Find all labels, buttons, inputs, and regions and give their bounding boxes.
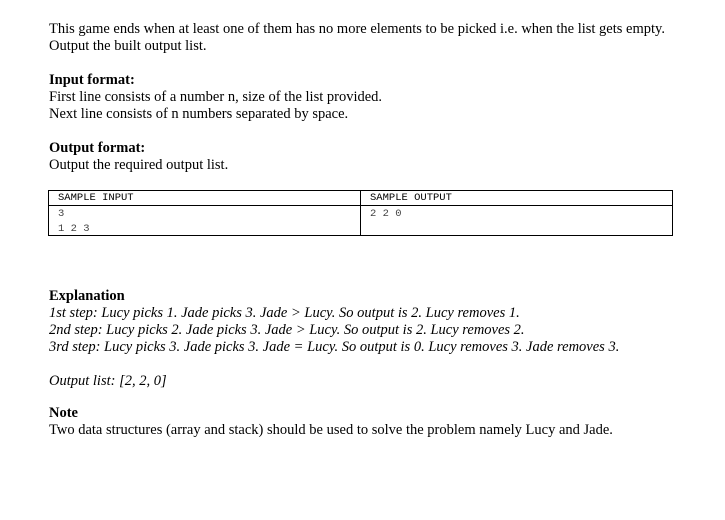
input-format-line-2: Next line consists of n numbers separated by space.	[49, 106, 349, 122]
note-line-1: Two data structures (array and stack) should be used to solve the problem namely Lucy and Jade.	[49, 422, 613, 438]
sample-input-line: 3	[58, 208, 65, 220]
explanation-step-1: 1st step: Lucy picks 1. Jade picks 3. Jade > Lucy. So output is 2. Lucy removes 1.	[49, 305, 520, 321]
sample-output-line: 2 2 0	[370, 208, 402, 220]
sample-output-label: SAMPLE OUTPUT	[361, 191, 672, 206]
sample-output-body	[361, 206, 672, 222]
input-format-heading: Input format:	[49, 72, 135, 88]
note-heading: Note	[49, 405, 78, 421]
sample-output-column	[361, 191, 672, 235]
sample-input-label: SAMPLE INPUT	[49, 191, 360, 206]
input-format-line-1: First line consists of a number n, size of the list provided.	[49, 89, 383, 105]
explanation-step-3: 3rd step: Lucy picks 3. Jade picks 3. Jade = Lucy. So output is 0. Lucy removes 3. Jade removes 3.	[49, 339, 620, 355]
intro-line-2: Output the built output list.	[49, 38, 207, 54]
sample-input-column	[49, 191, 361, 235]
explanation-step-2: 2nd step: Lucy picks 2. Jade picks 3. Jade > Lucy. So output is 2. Lucy removes 2.	[49, 322, 525, 338]
output-format-heading: Output format:	[49, 140, 146, 156]
intro-line-1: This game ends when at least one of them has no more elements to be picked i.e. when the list gets empty.	[49, 21, 665, 37]
explanation-output-list: Output list: [2, 2, 0]	[49, 373, 167, 389]
output-format-line-1: Output the required output list.	[49, 157, 229, 173]
sample-input-body	[49, 206, 360, 237]
sample-input-line: 1 2 3	[58, 223, 90, 235]
explanation-heading: Explanation	[49, 288, 125, 304]
sample-table	[48, 190, 673, 236]
